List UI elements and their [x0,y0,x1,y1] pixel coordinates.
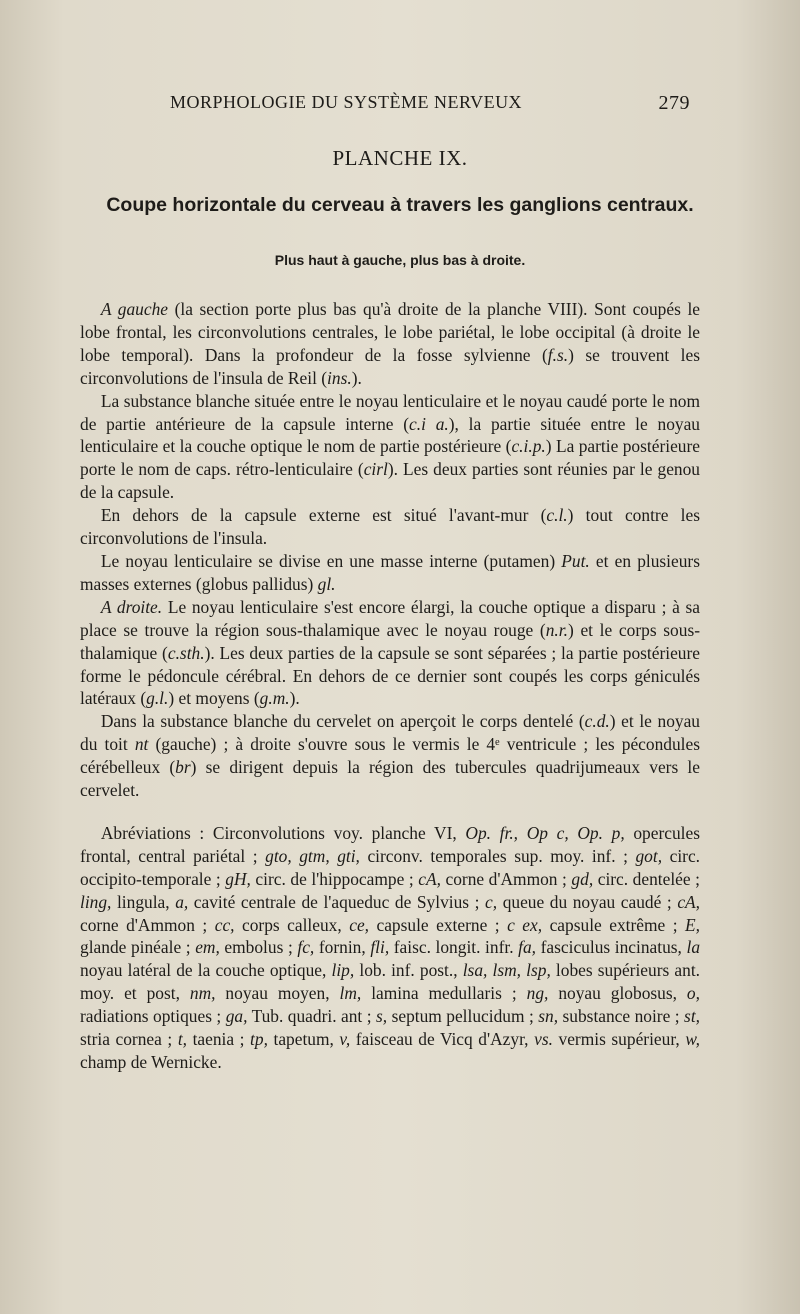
running-header [170,92,690,116]
italic-term: lip, [331,960,355,981]
body-text [80,298,700,1074]
italic-term: vs. [534,1029,553,1050]
paragraph: Dans la substance blanche du cervelet on aperçoit le corps dentelé (c.d.) et le noyau du toit nt (gauche) ; à droite s'ouvre sous le vermis le 4ᵉ ventricule ; les pécondules cérébelleux (br) se dirigent depuis la région des tubercules quadrijumeaux vers le cervelet. [80,711,701,801]
section-subheading: Plus haut à gauche, plus bas à droite. [274,252,526,268]
section-heading: Coupe horizontale du cerveau à travers les ganglions centraux. [106,194,694,216]
italic-term: s, [376,1006,388,1027]
italic-term: ce, [349,914,370,935]
italic-term: em, [195,937,220,958]
italic-term: fli, [370,937,390,958]
plate-title: PLANCHE IX. [332,146,468,170]
page-number: 279 [658,92,690,114]
italic-term: la [686,937,701,958]
italic-term: cA, [418,868,441,889]
italic-term: n.r. [545,619,568,640]
paragraph: A droite. Le noyau lenticulaire s'est encore élargi, la couche optique a disparu ; à sa place se trouve la région sous-thalamique avec le noyau rouge (n.r.) et le corps sous-thalamique (c.sth.). Les deux parties de la capsule se sont séparées ; la partie postérieure forme le pédoncule cérébral. En dehors de ce dernier sont coupés les corps géniculés latéraux (g.l.) et moyens (g.m.). [80,596,701,709]
italic-term: gd, [571,868,594,889]
italic-term: gto, gtm, gti, [265,845,360,866]
italic-term: A droite. [100,596,163,617]
italic-term: cc, [214,914,235,935]
abbreviations-paragraph: Abréviations : Circonvolutions voy. planche VI, Op. fr., Op c, Op. p, opercules frontal, central pariétal ; gto, gtm, gti, circonv. temporales sup. moy. inf. ; got, circ. occipito-temporale ; gH, circ. de l'hippocampe ; cA, corne d'Ammon ; gd, circ. dentelée ; ling, lingula, a, cavité centrale de l'aqueduc de Sylvius ; c, queue du noyau caudé ; cA, corne d'Ammon ; cc, corps calleux, ce, capsule externe ; c ex, capsule extrême ; E, glande pinéale ; em, embolus ; fc, fornin, fli, faisc. longit. infr. fa, fasciculus incinatus, la noyau latéral de la couche optique, lip, lob. inf. post., lsa, lsm, lsp, lobes supérieurs ant. moy. et post, nm, noyau moyen, lm, lamina medullaris ; ng, noyau globosus, o, radiations optiques ; ga, Tub. quadri. ant ; s, septum pellucidum ; sn, substance noire ; st, stria cornea ; t, taenia ; tp, tapetum, v, faisceau de Vicq d'Azyr, vs. vermis supérieur, w, champ de Wernicke. [80,822,701,1072]
italic-term: c.d. [584,711,610,732]
italic-term: c.sth. [167,642,205,663]
paragraph: Le noyau lenticulaire se divise en une masse interne (putamen) Put. et en plusieurs masses externes (globus pallidus) gl. [80,550,700,594]
italic-term: gl. [317,573,336,594]
italic-term: c.i a. [409,413,449,434]
paragraph: A gauche (la section porte plus bas qu'à droite de la planche VIII). Sont coupés le lobe frontal, les circonvolutions centrales, le lobe pariétal, le lobe occipital (à droite le lobe temporal). Dans la profondeur de la fosse sylvienne (f.s.) se trouvent les circonvolutions de l'insula de Reil (ins.). [80,299,700,388]
italic-term: st, [684,1006,700,1027]
italic-term: c, [485,891,498,912]
italic-term: ng, [526,983,549,1004]
italic-term: g.m. [259,688,290,709]
italic-term: c.i.p. [511,436,546,457]
italic-term: c ex, [507,914,543,935]
paragraph: En dehors de la capsule externe est situé l'avant-mur (c.l.) tout contre les circonvolutions de l'insula. [80,505,700,549]
italic-term: fa, [518,937,537,958]
running-title: MORPHOLOGIE DU SYSTÈME NERVEUX [170,92,523,112]
italic-term: nm, [189,983,216,1004]
italic-term: a, [175,891,189,912]
italic-term: tp, [250,1029,268,1050]
italic-term: Put. [561,550,590,571]
italic-term: ling, [80,891,112,912]
italic-term: E, [685,914,701,935]
paragraph: La substance blanche située entre le noyau lenticulaire et le noyau caudé porte le nom de partie antérieure de la capsule interne (c.i a.), la partie située entre le noyau lenticulaire et la couche optique le nom de partie postérieure (c.i.p.) La partie postérieure porte le nom de caps. rétro-lenticulaire (cirl). Les deux parties sont réunies par le genou de la capsule. [80,390,701,503]
italic-term: g.l. [146,688,169,709]
italic-term: ins. [327,367,352,388]
italic-term: br [175,757,191,778]
italic-term: w, [685,1029,700,1050]
italic-term: Op. fr., Op c, Op. p, [465,822,625,843]
italic-term: got, [635,845,663,866]
italic-term: sn, [538,1006,559,1027]
italic-term: c.l. [546,505,568,526]
italic-term: ga, [225,1006,248,1027]
italic-term: fc, [297,937,315,958]
italic-term: gH, [225,868,251,889]
italic-term: t, [177,1029,187,1050]
italic-term: v, [339,1029,351,1050]
italic-term: cirl [363,459,388,480]
italic-term: f.s. [547,344,569,365]
italic-term: o, [686,983,700,1004]
italic-term: lsa, lsm, lsp, [462,960,551,981]
italic-term: lm, [339,983,362,1004]
italic-term: cA, [677,891,701,912]
italic-term: nt [134,734,149,755]
italic-term: A gauche [100,299,168,319]
